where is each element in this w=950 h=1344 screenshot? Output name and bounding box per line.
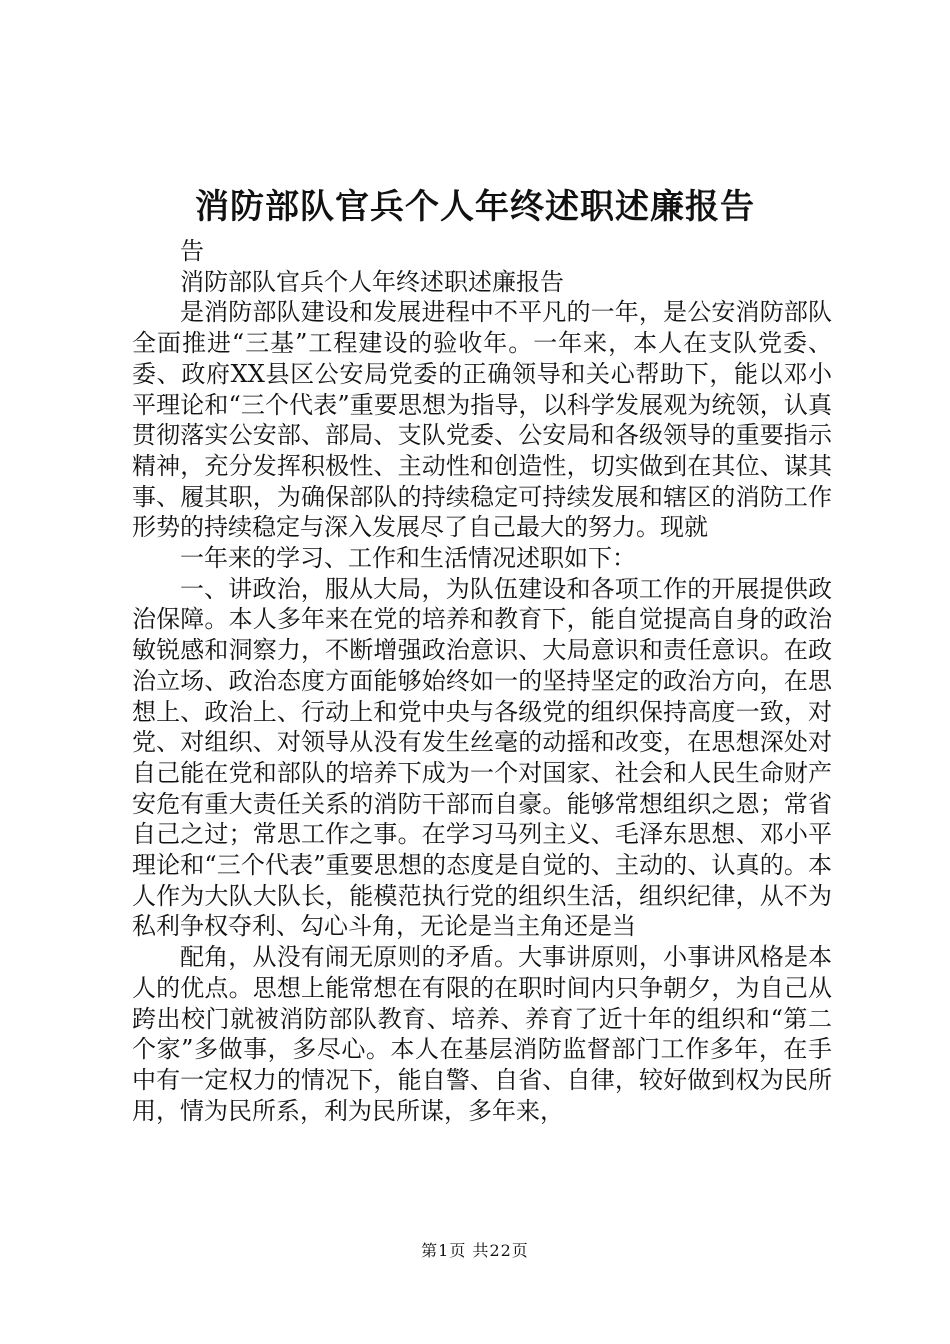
paragraph-2: 消防部队官兵个人年终述职述廉报告 [180, 267, 564, 296]
paragraph-3: 是消防部队建设和发展进程中不平凡的一年，是公安消防部队全面推进“三基”工程建设的验收年。一年来，本人在支队党委、委、政府XX县区公安局党委的正确领导和关心帮助下，能以邓小平理论和“三个代表”重要思想为指导，以科学发展观为统领，认真贯彻落实公安部、部局、支队党委、公安局和各级领导的重要指示精神，充分发挥积极性、主动性和创造性，切实做到在其位、谋其事、履其职，为确保部队的持续稳定可持续发展和辖区的消防工作形势的持续稳定与深入发展尽了自己最大的努力。现就 [132, 298, 832, 542]
document-title: 消防部队官兵个人年终述职述廉报告 [195, 187, 755, 227]
paragraph-1: 告 [180, 237, 204, 265]
page-footer: 第1页 共22页 [421, 1241, 529, 1260]
document-body [132, 236, 832, 1126]
paragraph-4: 一年来的学习、工作和生活情况述职如下： [180, 544, 636, 573]
paragraph-5: 一、讲政治，服从大局，为队伍建设和各项工作的开展提供政治保障。本人多年来在党的培养和教育下，能自觉提高自身的政治敏锐感和洞察力，不断增强政治意识、大局意识和责任意识。在政治立场、政治态度方面能够始终如一的坚持坚定的政治方向，在思想上、政治上、行动上和党中央与各级党的组织保持高度一致，对党、对组织、对领导从没有发生丝毫的动摇和改变，在思想深处对自己能在党和部队的培养下成为一个对国家、社会和人民生命财产安危有重大责任关系的消防干部而自豪。能够常想组织之恩；常省自己之过；常思工作之事。在学习马列主义、毛泽东思想、邓小平理论和“三个代表”重要思想的态度是自觉的、主动的、认真的。本人作为大队大队长，能模范执行党的组织生活，组织纪律，从不为私利争权夺利、勾心斗角，无论是当主角还是当 [132, 574, 832, 941]
paragraph-6: 配角，从没有闹无原则的矛盾。大事讲原则，小事讲风格是本人的优点。思想上能常想在有限的在职时间内只争朝夕，为自己从跨出校门就被消防部队教育、培养、养育了近十年的组织和“第二个家”多做事，多尽心。本人在基层消防监督部门工作多年，在手中有一定权力的情况下，能自警、自省、自律，较好做到权为民所用，情为民所系，利为民所谋，多年来， [132, 943, 832, 1125]
